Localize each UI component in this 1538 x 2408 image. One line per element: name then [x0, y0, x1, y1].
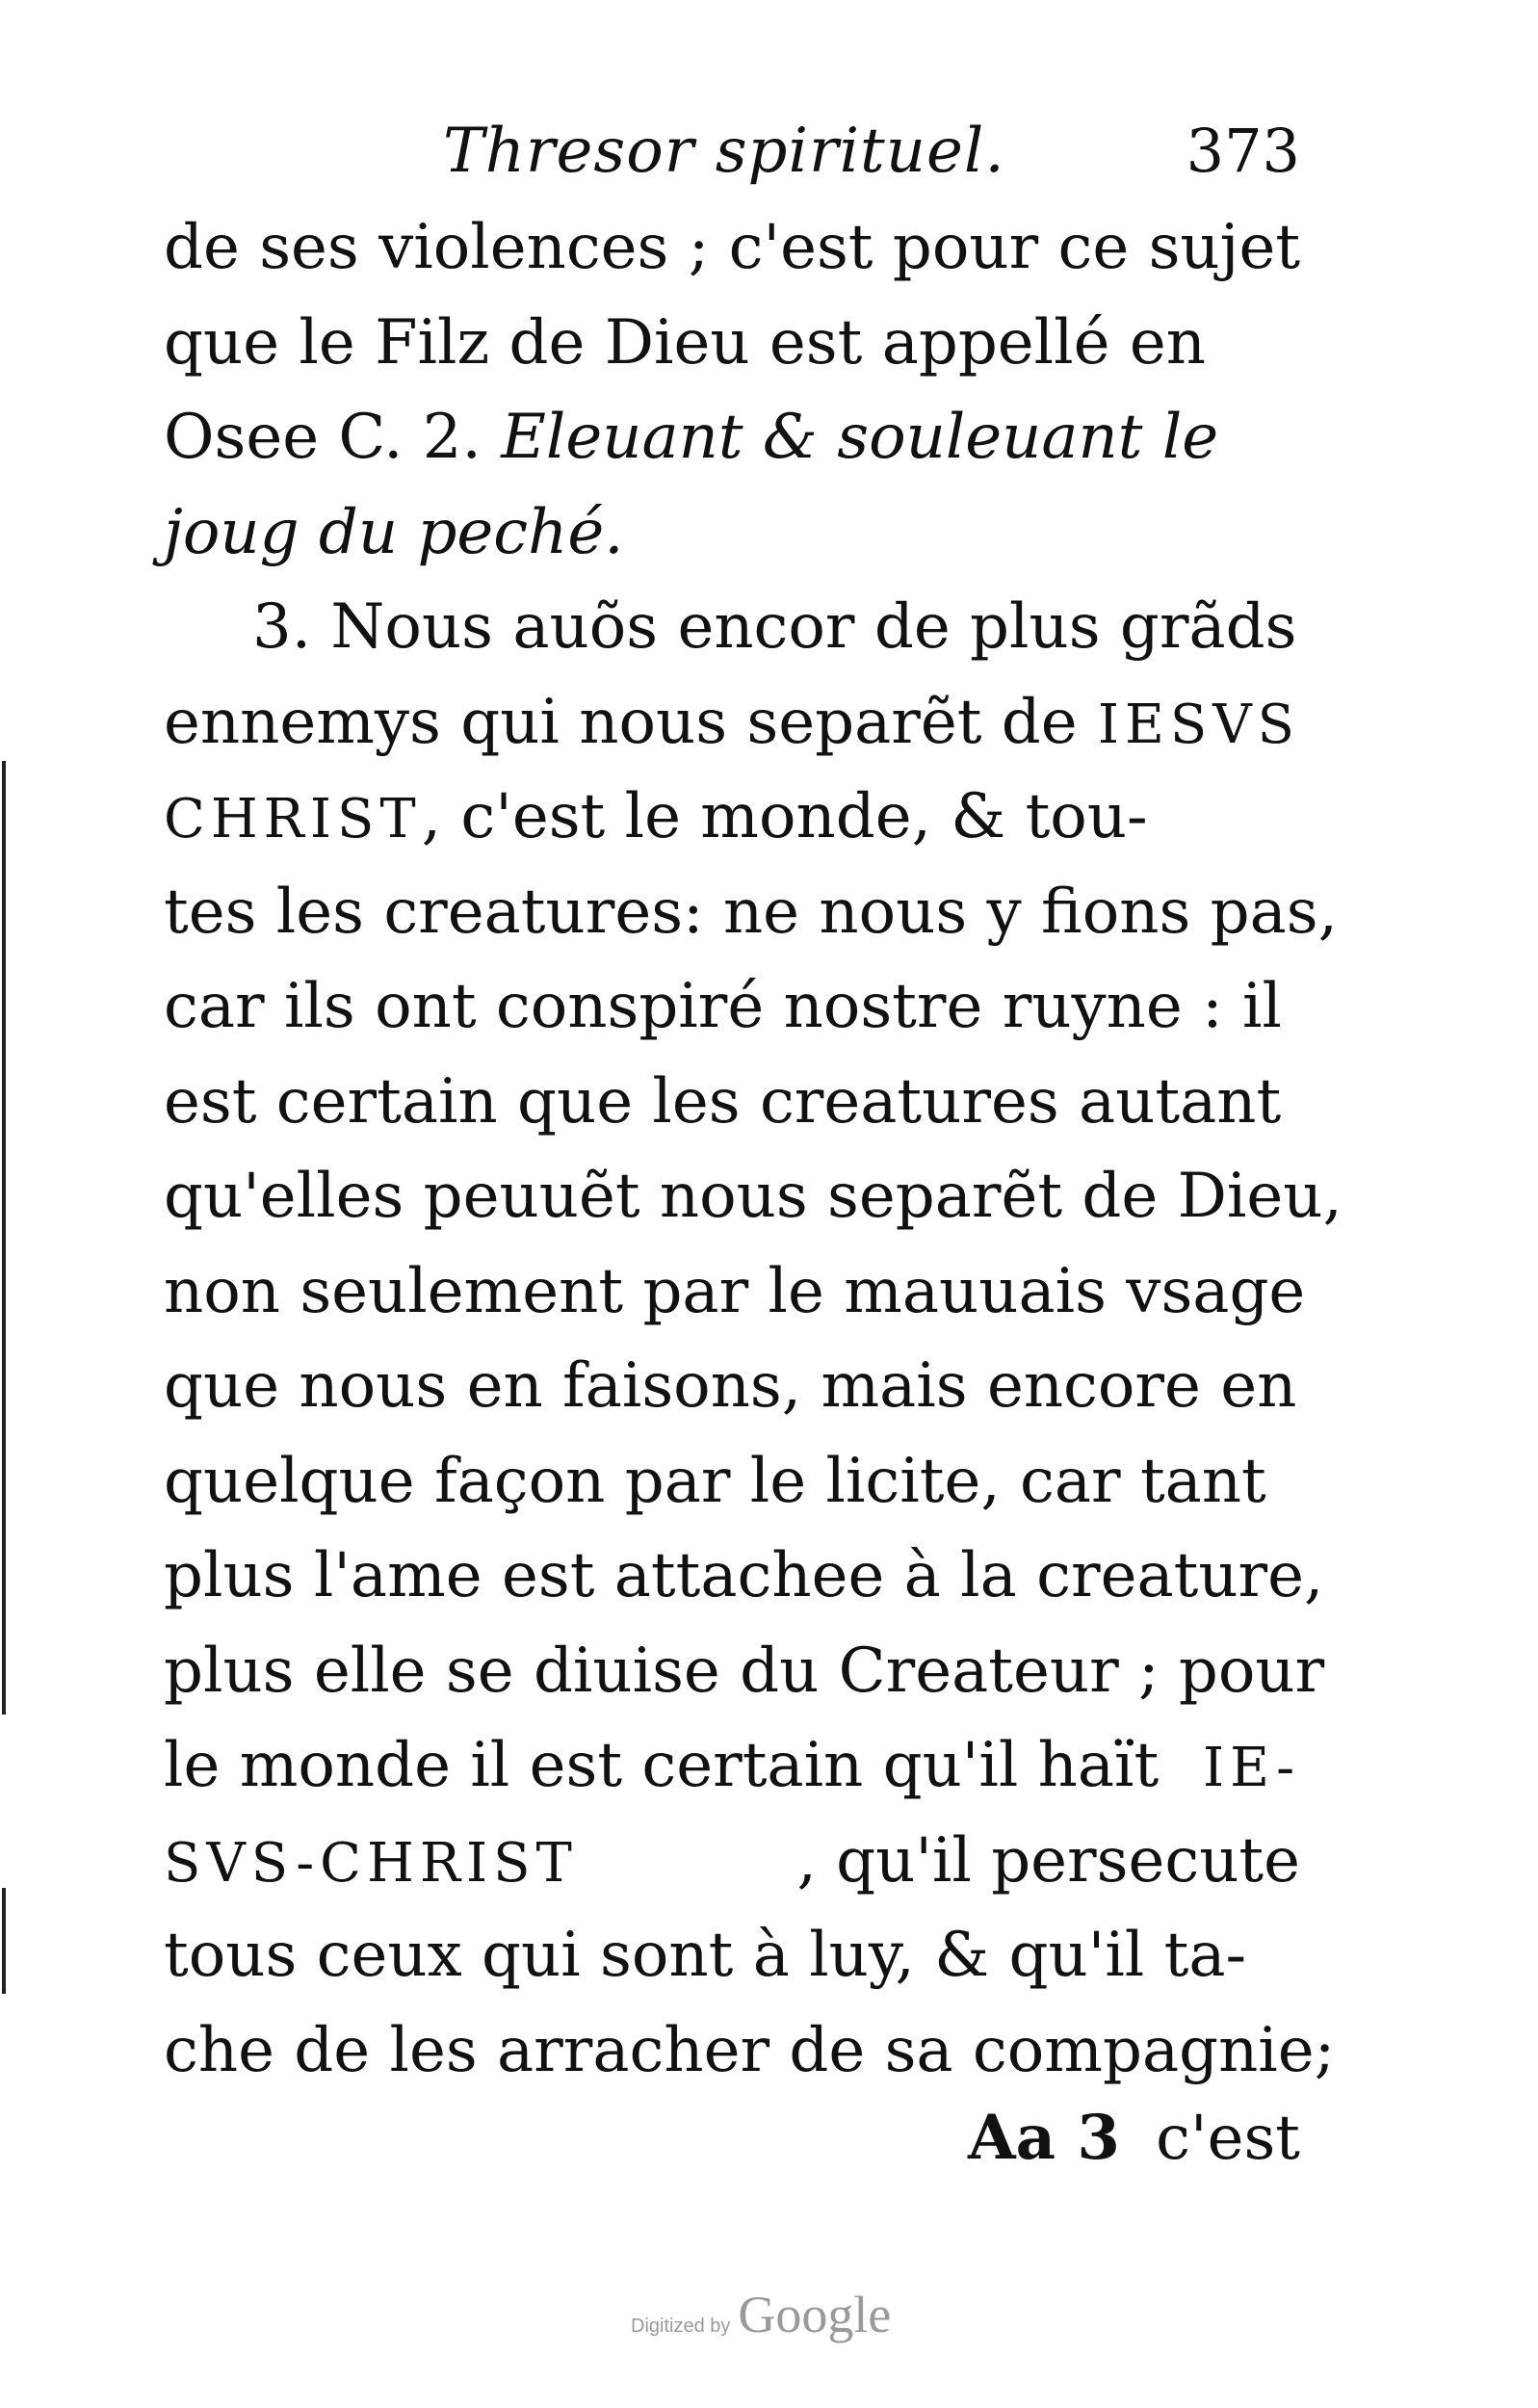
text-segment: , c'est le monde, & tou-: [421, 781, 1148, 852]
small-caps-name: IESVS: [1097, 693, 1300, 756]
text-segment: qu'elles peuuẽt nous separẽt de Dieu,: [164, 1161, 1342, 1232]
text-segment: quelque façon par le licite, car tant: [164, 1445, 1266, 1517]
page-header: [164, 108, 1300, 195]
paragraph-start: 3. Nous auõs encor de plus grãds: [252, 591, 1297, 663]
small-caps-name: SVS-CHRIST: [164, 1831, 578, 1895]
text-segment: que nous en faisons, mais encore en: [164, 1350, 1297, 1422]
text-line-5: [164, 580, 1300, 675]
text-segment: tes les creatures: ne nous y fions pas,: [164, 876, 1338, 948]
text-line-6: [164, 675, 1300, 771]
body-text: [164, 200, 1342, 2098]
text-line-12: [164, 1244, 1306, 1340]
text-line-18: [164, 1814, 1300, 1909]
text-line-17: [164, 1718, 1300, 1814]
text-segment: plus l'ame est attachee à la creature,: [164, 1540, 1324, 1611]
text-segment: est certain que les creatures autant: [164, 1065, 1282, 1138]
text-segment: que le Filz de Dieu est appellé en: [164, 306, 1206, 379]
text-segment: ennemys qui nous separẽt de: [164, 686, 1078, 758]
italic-citation: joug du peché.: [164, 496, 624, 568]
text-segment: car ils ont conspiré nostre ruyne : il: [164, 971, 1282, 1042]
text-line-3: [164, 390, 1300, 485]
page-edge-shadow-lower: [2, 1888, 6, 1994]
text-segment: de ses violences ; c'est pour ce sujet: [164, 212, 1301, 283]
text-line-8: [164, 865, 1338, 960]
text-line-19: [164, 1908, 1300, 2003]
text-segment: le monde il est certain qu'il haït: [164, 1730, 1160, 1801]
text-segment: che de les arracher de sa compagnie;: [164, 2014, 1336, 2086]
text-line-11: [164, 1149, 1342, 1244]
text-segment: tous ceux qui sont à luy, & qu'il ta-: [164, 1920, 1247, 1991]
text-segment: non seulement par le mauuais vsage: [164, 1255, 1306, 1327]
text-segment: plus elle se diuise du Createur ; pour: [164, 1635, 1325, 1707]
small-caps-name: CHRIST: [164, 788, 422, 851]
text-line-4: [164, 485, 1300, 581]
text-line-20: [164, 2003, 1336, 2099]
text-line-14: [164, 1434, 1300, 1530]
watermark-prefix: Digitized by: [631, 2316, 731, 2337]
page-number: 373: [1186, 116, 1300, 186]
page-edge-shadow: [2, 761, 6, 1714]
text-line-13: [164, 1339, 1300, 1434]
small-caps-name: IE-: [1203, 1737, 1300, 1799]
google-logo: Google: [738, 2286, 892, 2343]
signature-mark: Aa 3: [968, 2102, 1120, 2174]
text-line-7: [164, 770, 1300, 865]
text-line-2: [164, 296, 1300, 391]
text-line-1: [164, 200, 1300, 296]
text-line-10: [164, 1055, 1300, 1150]
catchword: c'est: [1156, 2103, 1300, 2174]
italic-citation: Eleuant & souleuant le: [501, 402, 1219, 473]
page-footer: [164, 2090, 1300, 2186]
running-title: Thresor spirituel.: [443, 116, 1005, 187]
text-line-16: [164, 1624, 1325, 1719]
text-line-15: [164, 1529, 1324, 1624]
text-line-9: [164, 959, 1300, 1055]
digitization-watermark: [631, 2285, 891, 2343]
text-segment: Osee C. 2.: [164, 402, 502, 473]
text-segment: , qu'il persecute: [796, 1824, 1300, 1897]
